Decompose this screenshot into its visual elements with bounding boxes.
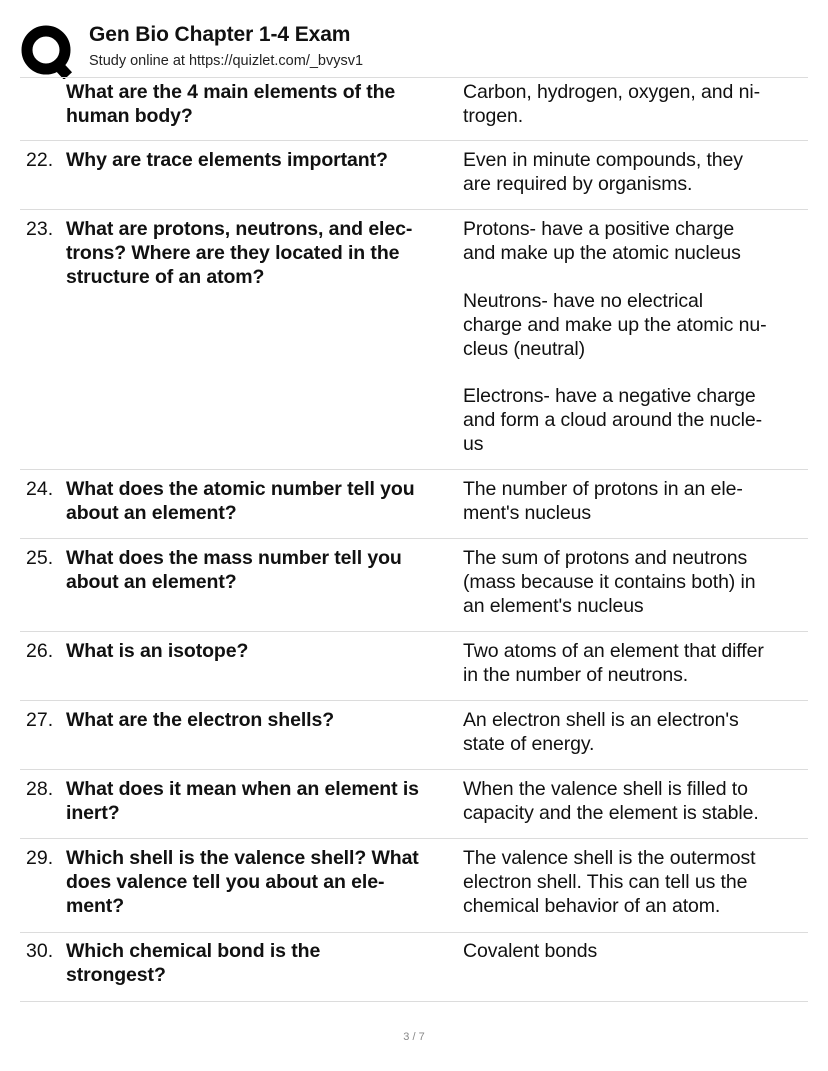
card-question: Why are trace elements important?	[66, 149, 388, 171]
card-answer: The valence shell is the outermost electron shell. This can tell us the chemical behavior of an atom.	[463, 847, 756, 917]
document-header	[0, 0, 828, 78]
card-number: 22.	[26, 149, 54, 171]
answer-paragraph: Protons- have a positive charge and make up the atomic nucleus	[463, 218, 741, 264]
card-number: 23.	[26, 218, 54, 240]
card-question: What does the atomic number tell you about an element?	[66, 478, 415, 524]
divider	[20, 1001, 808, 1002]
card-answer: Covalent bonds	[463, 940, 598, 962]
divider	[20, 769, 808, 770]
document-title: Gen Bio Chapter 1-4 Exam	[89, 23, 351, 46]
card-answer: The number of protons in an ele- ment's nucleus	[463, 478, 743, 524]
study-online-link[interactable]: Study online at https://quizlet.com/_bvysv1	[89, 53, 364, 69]
card-answer	[463, 217, 808, 456]
answer-paragraph: Electrons- have a negative charge and form a cloud around the nucle- us	[463, 385, 763, 455]
card-number: 25.	[26, 547, 54, 569]
card-question: What is an isotope?	[66, 640, 249, 662]
card-number: 27.	[26, 709, 54, 731]
card-answer: An electron shell is an electron's state of energy.	[463, 709, 739, 755]
card-question: What are the 4 main elements of the human body?	[66, 81, 396, 127]
card-question: What does the mass number tell you about an element?	[66, 547, 402, 593]
divider	[20, 631, 808, 632]
card-answer: Two atoms of an element that differ in the number of neutrons.	[463, 640, 764, 686]
card-answer: The sum of protons and neutrons (mass because it contains both) in an element's nucleus	[463, 547, 756, 617]
divider	[20, 77, 808, 78]
divider	[20, 538, 808, 539]
card-answer: Even in minute compounds, they are required by organisms.	[463, 149, 743, 195]
divider	[20, 469, 808, 470]
card-question: Which shell is the valence shell? What does valence tell you about an ele- ment?	[66, 847, 419, 917]
divider	[20, 932, 808, 933]
page-indicator: 3 / 7	[403, 1031, 425, 1043]
card-number: 24.	[26, 478, 54, 500]
card-question: What are the electron shells?	[66, 709, 335, 731]
card-answer: Carbon, hydrogen, oxygen, and ni- trogen.	[463, 81, 760, 127]
divider	[20, 700, 808, 701]
card-number: 30.	[26, 940, 54, 962]
card-number: 28.	[26, 778, 54, 800]
card-question: What does it mean when an element is inert?	[66, 778, 419, 824]
card-answer: When the valence shell is filled to capacity and the element is stable.	[463, 778, 759, 824]
card-number: 26.	[26, 640, 54, 662]
card-question: What are protons, neutrons, and elec- trons? Where are they located in the structure of an atom?	[66, 218, 413, 288]
divider	[20, 209, 808, 210]
card-number: 29.	[26, 847, 54, 869]
quizlet-logo-icon	[20, 23, 76, 79]
card-question: Which chemical bond is the strongest?	[66, 940, 321, 986]
divider	[20, 140, 808, 141]
divider	[20, 838, 808, 839]
answer-paragraph: Neutrons- have no electrical charge and make up the atomic nu- cleus (neutral)	[463, 289, 767, 360]
